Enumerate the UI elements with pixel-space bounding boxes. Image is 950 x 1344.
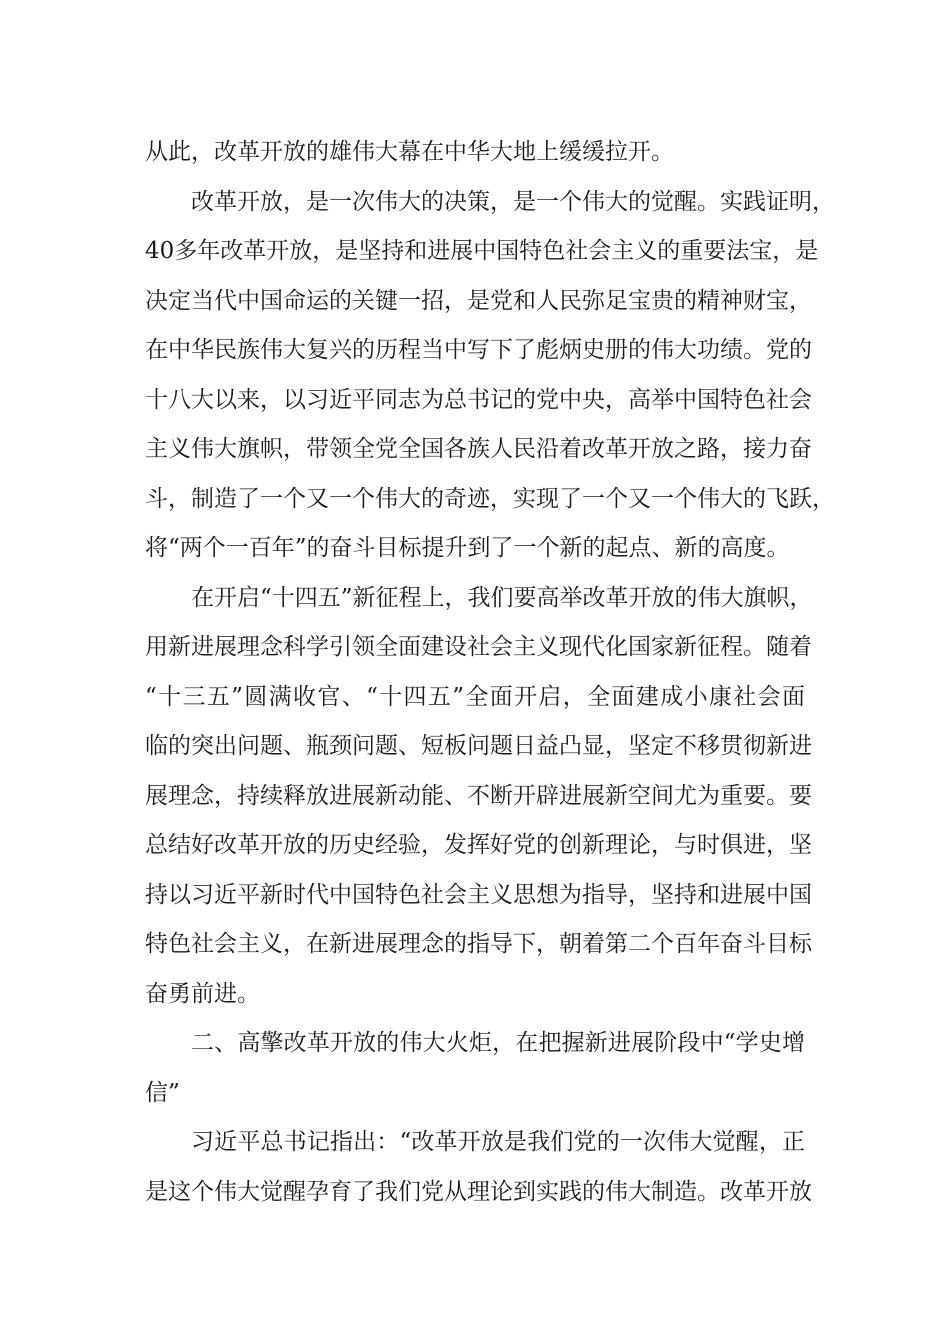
paragraph-line: 在开启“十四五”新征程上，我们要高举改革开放的伟大旗帜， [191,584,813,611]
paragraph-line: 持以习近平新时代中国特色社会主义思想为指导，坚持和进展中国 [145,881,812,908]
paragraph-line: 主义伟大旗帜，带领全党全国各族人民沿着改革开放之路，接力奋 [145,436,812,462]
section-heading-line: 信” [145,1079,180,1106]
paragraph-line: 十八大以来，以习近平同志为总书记的党中央，高举中国特色社会 [145,386,812,413]
paragraph-line: 展理念，持续释放进展新动能、不断开辟进展新空间尤为重要。要 [145,782,812,809]
paragraph-line: 是这个伟大觉醒孕育了我们党从理论到实践的伟大制造。改革开放 [145,1178,812,1205]
document-body [145,128,835,1217]
paragraph-line: 斗，制造了一个又一个伟大的奇迹，实现了一个又一个伟大的飞跃， [145,485,835,512]
paragraph-line: 总结好改革开放的历史经验，发挥好党的创新理论，与时俱进，坚 [145,832,812,858]
paragraph-line: “十三五”圆满收官、“十四五”全面开启，全面建成小康社会面 [145,683,805,710]
paragraph-line: 从此，改革开放的雄伟大幕在中华大地上缓缓拉开。 [145,139,674,165]
paragraph-line: 40多年改革开放，是坚持和进展中国特色社会主义的重要法宝，是 [145,238,819,264]
section-heading-line: 二、高擎改革开放的伟大火炬，在把握新进展阶段中“学史增 [191,1030,805,1056]
paragraph-line: 将“两个一百年”的奋斗目标提升到了一个新的起点、新的高度。 [145,535,790,561]
paragraph-line: 临的突出问题、瓶颈问题、短板问题日益凸显，坚定不移贯彻新进 [145,733,812,759]
paragraph-line: 在中华民族伟大复兴的历程当中写下了彪炳史册的伟大功绩。党的 [145,337,812,363]
paragraph-line: 特色社会主义，在新进展理念的指导下，朝着第二个百年奋斗目标 [145,931,812,957]
paragraph-line: 改革开放，是一次伟大的决策，是一个伟大的觉醒。实践证明， [191,188,835,215]
paragraph-line: 用新进展理念科学引领全面建设社会主义现代化国家新征程。随着 [145,634,812,660]
paragraph-line: 奋勇前进。 [145,980,260,1007]
paragraph-line: 习近平总书记指出：“改革开放是我们党的一次伟大觉醒，正 [191,1129,805,1155]
paragraph-line: 决定当代中国命运的关键一招，是党和人民弥足宝贵的精神财宝， [145,287,812,314]
